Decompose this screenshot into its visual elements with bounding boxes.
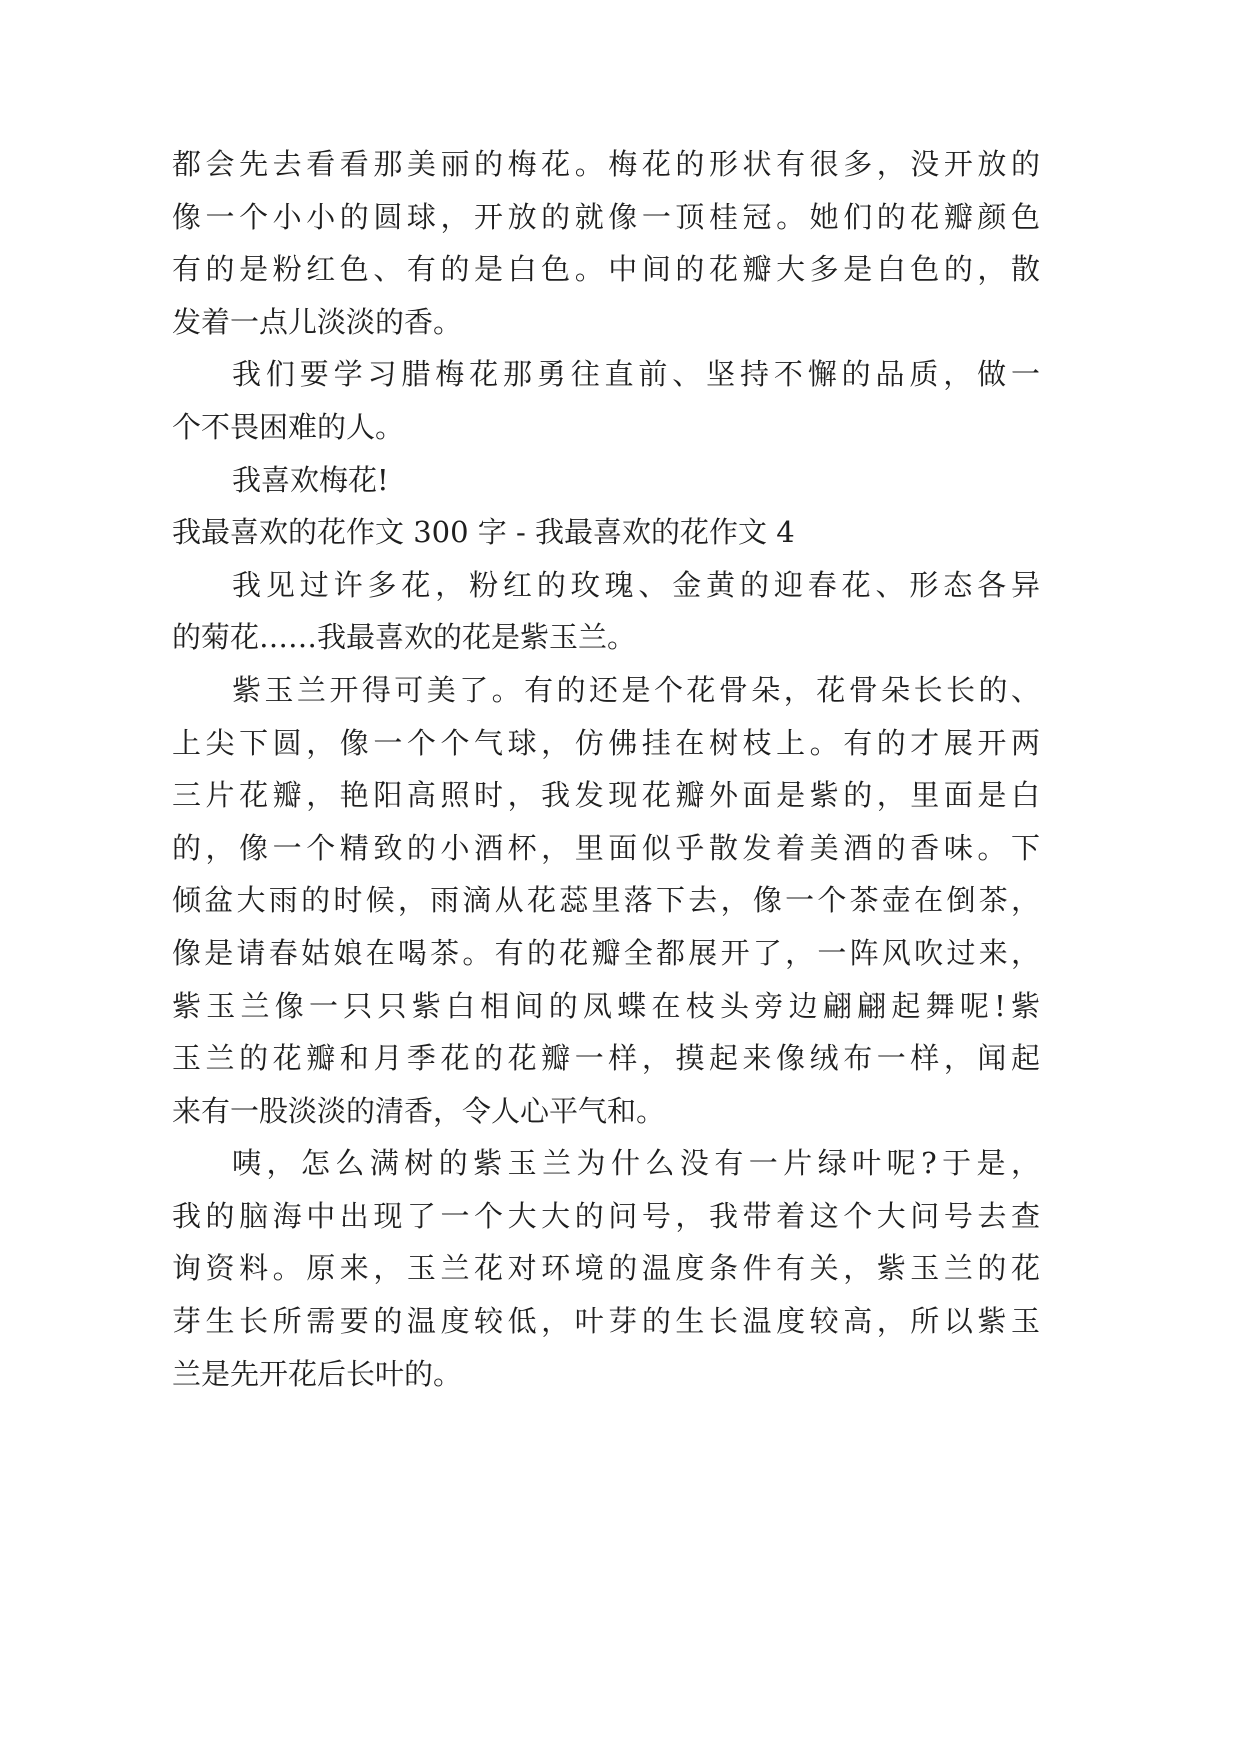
text-line: 的菊花……我最喜欢的花是紫玉兰。	[172, 620, 637, 655]
text-line: 我喜欢梅花!	[232, 462, 389, 497]
text-line: 三片花瓣，艳阳高照时，我发现花瓣外面是紫的，里面是白	[172, 778, 1040, 813]
text-line: 上尖下圆，像一个个气球，仿佛挂在树枝上。有的才展开两	[172, 725, 1040, 760]
text-line: 紫玉兰像一只只紫白相间的凤蝶在枝头旁边翩翩起舞呢!紫	[172, 988, 1040, 1023]
text-line: 兰是先开花后长叶的。	[172, 1356, 463, 1391]
text-line: 咦，怎么满树的紫玉兰为什么没有一片绿叶呢?于是，	[232, 1146, 1040, 1181]
text-line: 的，像一个精致的小酒杯，里面似乎散发着美酒的香味。下	[172, 830, 1040, 865]
text-line: 我的脑海中出现了一个大大的问号，我带着这个大问号去查	[172, 1198, 1040, 1233]
section-heading-row	[172, 506, 1040, 559]
text-line: 发着一点儿淡淡的香。	[172, 304, 463, 339]
paragraph	[172, 348, 1040, 453]
text-line: 像是请春姑娘在喝茶。有的花瓣全都展开了，一阵风吹过来，	[172, 935, 1040, 970]
paragraph	[172, 138, 1040, 348]
text-line: 倾盆大雨的时候，雨滴从花蕊里落下去，像一个茶壶在倒茶，	[172, 883, 1040, 918]
text-line: 玉兰的花瓣和月季花的花瓣一样，摸起来像绒布一样，闻起	[172, 1041, 1040, 1076]
text-line: 来有一股淡淡的清香，令人心平气和。	[172, 1093, 666, 1128]
text-line: 我见过许多花，粉红的玫瑰、金黄的迎春花、形态各异	[232, 567, 1040, 602]
paragraph	[172, 559, 1040, 664]
paragraph	[172, 664, 1040, 1137]
text-line: 都会先去看看那美丽的梅花。梅花的形状有很多，没开放的	[172, 147, 1040, 181]
text-line: 像一个小小的圆球，开放的就像一顶桂冠。她们的花瓣颜色	[172, 199, 1040, 234]
text-line: 芽生长所需要的温度较低，叶芽的生长温度较高，所以紫玉	[172, 1304, 1040, 1339]
paragraph	[172, 1137, 1040, 1400]
document-body	[172, 138, 1040, 1400]
text-line: 紫玉兰开得可美了。有的还是个花骨朵，花骨朵长长的、	[232, 672, 1040, 707]
paragraph	[172, 454, 1040, 507]
text-line: 我们要学习腊梅花那勇往直前、坚持不懈的品质，做一	[232, 357, 1040, 392]
section-heading: 我最喜欢的花作文 300 字 - 我最喜欢的花作文 4	[172, 515, 795, 550]
text-line: 有的是粉红色、有的是白色。中间的花瓣大多是白色的，散	[172, 252, 1040, 287]
text-line: 个不畏困难的人。	[172, 409, 405, 444]
text-line: 询资料。原来，玉兰花对环境的温度条件有关，紫玉兰的花	[172, 1251, 1040, 1286]
